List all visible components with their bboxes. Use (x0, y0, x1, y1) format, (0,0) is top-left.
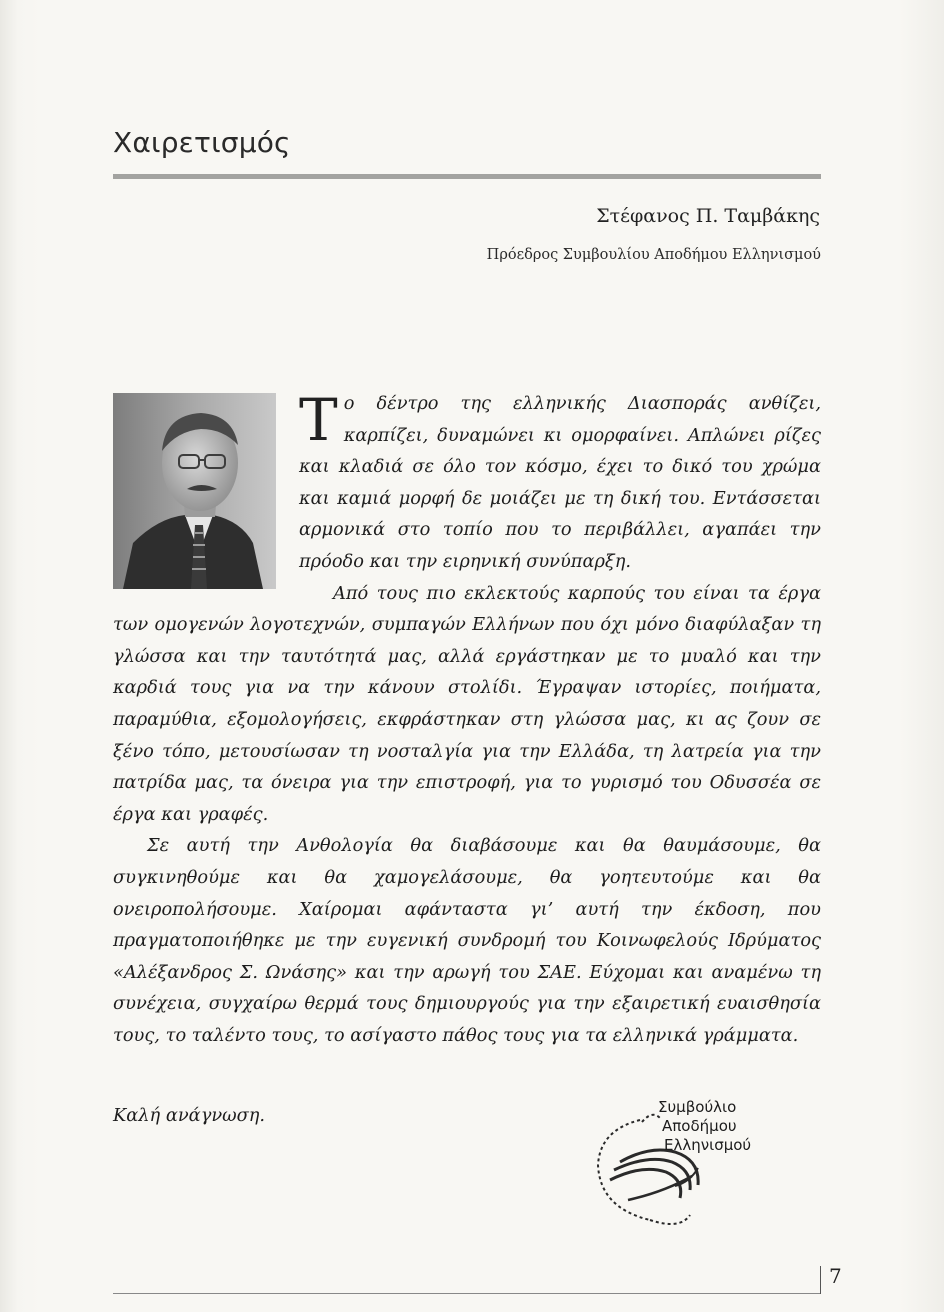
author-role: Πρόεδρος Συμβουλίου Αποδήμου Ελληνισμού (486, 247, 821, 263)
logo-line-3: Ελληνισμού (664, 1136, 752, 1154)
author-name: Στέφανος Π. Ταμβάκης (596, 205, 820, 227)
council-logo-text (658, 1098, 751, 1155)
page-number: 7 (829, 1264, 842, 1288)
drop-cap: Τ (299, 386, 338, 454)
article-body (113, 388, 821, 1051)
footer-tick (820, 1266, 821, 1294)
paragraph-1-text: ο δέντρο της ελληνικής Διασποράς ανθίζει, καρπίζει, δυναμώνει κι ομορφαίνει. Απλώνει ρίζες και κλαδιά σε όλο τον κόσμο, έχει το δικό του χρώμα και καμιά μορφή δε μοιάζει με τη δική του. Εντάσσεται αρμονικά στο τοπίο που το περιβάλλει, αγαπάει την πρόοδο και την ειρηνική συνύπαρξη. (299, 393, 821, 572)
page-title: Χαιρετισμός (113, 126, 291, 159)
portrait-wrap-space (113, 388, 299, 593)
logo-line-2: Αποδήμου (662, 1117, 737, 1135)
paragraph-2: Από τους πιο εκλεκτούς καρπούς του είναι τα έργα των ομογενών λογοτεχνών, συμπαγών Ελλήνων που όχι μόνο διαφύλαξαν τη γλώσσα και την ταυτότητά μας, αλλά εργάστηκαν με το μυαλό και την καρδιά τους για να την κάνουν στολίδι. Έγραψαν ιστορίες, ποιήματα, παραμύθια, εξομολογήσεις, εκφράστηκαν στη γλώσσα μας, κι ας ζουν σε ξένο τόπο, μετουσίωσαν τη νοσταλγία για την Ελλάδα, τη λατρεία για την πατρίδα μας, τα όνειρα για την επιστροφή, για το γυρισμό του Οδυσσέα σε έργα και γραφές. (113, 582, 821, 825)
footer-divider (113, 1293, 821, 1294)
paragraph-3: Σε αυτή την Ανθολογία θα διαβάσουμε και θα θαυμάσουμε, θα συγκινηθούμε και θα χαμογελάσουμε, θα γοητευτούμε και θα ονειροπολήσουμε. Χαίρομαι αφάνταστα γι’ αυτή την έκδοση, που πραγματοποιήθηκε με την ευγενική συνδρομή του Κοινωφελούς Ιδρύματος «Αλέξανδρος Σ. Ωνάσης» και την αρωγή του ΣΑΕ. Εύχομαι και αναμένω τη συνέχεια, συγχαίρω θερμά τους δημιουργούς για την εξαιρετική ευαισθησία τους, το ταλέντο τους, το ασίγαστο πάθος τους για τα ελληνικά γράμματα. (113, 835, 821, 1046)
logo-line-1: Συμβούλιο (658, 1098, 737, 1116)
closing-line: Καλή ανάγνωση. (113, 1105, 266, 1126)
title-divider (113, 174, 821, 179)
